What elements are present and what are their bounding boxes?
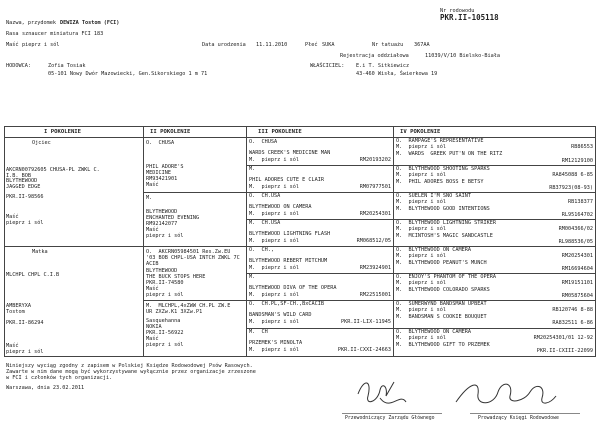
gen4-colour: pieprz i sól: [408, 199, 446, 205]
gen4-sire-reg: RM19151101: [561, 280, 593, 286]
gen4-sire: O. ENJOY'S PHANTOM OF THE OPERA: [396, 274, 496, 280]
footer-note-1: Niniejszy wyciąg zgodny z zapisem w Polskiej Księdze Rodowodowej Psów Rasowych.: [6, 363, 253, 369]
signature-label-registrar: Prowadzący Księgi Rodowodowe: [478, 416, 559, 421]
tattoo-value: 367AA: [414, 42, 430, 48]
gen4-dam: M. WARDS GREEK PUT'N ON THE RITZ: [396, 151, 503, 157]
gen3-reg: PKR.II-LIX-11945: [341, 319, 391, 325]
gen3-colour: pieprz i sól: [261, 347, 299, 353]
gen3-colour: pieprz i sól: [261, 157, 299, 163]
gen4-sire-reg: RB120746 8-88: [552, 307, 593, 313]
gen3-top: M.: [249, 274, 256, 280]
gen2-cell-2-top: M.: [146, 195, 153, 201]
gen4-cell: O. BLYTHEWOOD ON CAMERA M. pieprz i sól RM20254301 M. BLYTHEWOOD PEANUT'S MUNCH RM16694604: [396, 247, 593, 272]
owner-label: WŁAŚCICIEL:: [310, 63, 345, 69]
gen4-dam-reg: RB37923(08-93): [549, 185, 593, 191]
reg-number: PKR.II-105118: [440, 13, 499, 22]
gen2-divider-1: [143, 192, 247, 193]
gen4-dam: M. MCINTOSH'S MAGIC SANDCASTLE: [396, 233, 493, 239]
signature-chairman: [350, 372, 410, 416]
gen4-colour: pieprz i sól: [408, 172, 446, 178]
footer-note-2: Zawarte w nim dane mogą być wykorzystywane wyłącznie przez organizacje zrzeszone: [6, 369, 256, 375]
table-top-border: [4, 126, 596, 127]
gen4-sire: O. SUELEN I'M SNO SAINT: [396, 193, 471, 199]
gen4-sire: O. BLYTHEWOOD LIGHTNING STRIKER: [396, 220, 496, 226]
gen4-cell: O. BLYTHEWOOD SHOOTING SPARKS M. pieprz i sól RA845088 6-85 M. PHIL ADORES BOSS E BETSY RB37923(08-93): [396, 166, 593, 191]
gen3-top: M. CH: [249, 329, 268, 335]
table-right-border: [595, 126, 596, 357]
dob-value: 11.11.2010: [256, 42, 288, 48]
gen3-cell: O. CHUSA WARDS CREEK'S MEDICINE MAN M. pieprz i sól RM20193202: [249, 139, 391, 163]
gen3-name: PHIL ADORES CUTE E CLAIR: [249, 177, 324, 183]
gen3-top: O. CHUSA: [249, 139, 278, 145]
gen4-sire: O. RAMPAGE'S REPRESENTATIVE: [396, 138, 484, 144]
gen4-sire-reg: RM20254301: [561, 253, 593, 259]
gen3-reg: RM20254301: [359, 211, 391, 217]
gen2-cell-1-top: O. CHUSA: [146, 140, 175, 146]
branch-value: 11039/V/10 Bielsko-Biała: [425, 53, 500, 59]
gen3-reg: RM22515001: [359, 292, 391, 298]
branch-label: Rejestracja oddziałowa: [340, 53, 409, 59]
father-label: Ojciec: [32, 140, 51, 146]
gen4-colour: pieprz i sól: [408, 335, 446, 341]
gen3-top: O. CH.USA: [249, 193, 281, 199]
gen4-sire: O. SUMERWYND BANDSMAN UPBEAT: [396, 301, 487, 307]
signature-label-chairman: Przewodniczący Zarządu Głównego: [345, 416, 435, 421]
gen3-cell: M. CH.USA BLYTHEWOOD LIGHTNING FLASH M. pieprz i sól RM068512/05: [249, 220, 391, 244]
footer-note-3: w FCI i członków tych organizacji.: [6, 375, 113, 381]
colour-label: Maść: [6, 42, 19, 48]
gen3-cell: M. BLYTHEWOOD DIVA OF THE OPERA M. pieprz i sól RM22515001: [249, 274, 391, 298]
gen4-dam-reg: RL988536/05: [558, 239, 593, 245]
gen3-colour: pieprz i sól: [261, 238, 299, 244]
signature-registrar: [450, 372, 560, 416]
col-divider-3: [393, 126, 394, 357]
breeder-label: HODOWCA:: [6, 63, 31, 69]
table-left-border: [4, 126, 5, 357]
gen2-cell-4-name: Sasquehanna NOKIA PKR.II-56922 Maść pieprz i sól: [146, 318, 184, 348]
gen3-colour: pieprz i sól: [261, 184, 299, 190]
gen3-reg: RM23924901: [359, 265, 391, 271]
gen4-dam-reg: RM05875604: [561, 293, 593, 299]
gen4-dam-reg: PKR.II-CXIII-22099: [536, 348, 593, 354]
gen4-colour: pieprz i sól: [408, 253, 446, 259]
gen3-reg: RM068512/05: [356, 238, 391, 244]
gen3-colour: pieprz i sól: [261, 211, 299, 217]
gen3-cell: M. CH PRZEMEK'S MINOLTA M. pieprz i sól PKR.II-CXXI-24663: [249, 329, 391, 353]
gen1-divider: [4, 246, 144, 247]
gen3-reg: RM20193202: [359, 157, 391, 163]
gen4-cell: O. RAMPAGE'S REPRESENTATIVE M. pieprz i sól RB86553 M. WARDS GREEK PUT'N ON THE RITZ RM12129100: [396, 138, 593, 164]
gen4-colour: pieprz i sól: [408, 144, 446, 150]
mother-name: AMBERYXA Tostom: [6, 303, 31, 315]
gen3-cell: O. CH.USA BLYTHEWOOD ON CAMERA M. pieprz i sól RM20254301: [249, 193, 391, 217]
gen4-sire-reg: RM20254301/01 12-92: [533, 335, 593, 341]
name-label: Nazwa, przydomek: [6, 20, 56, 26]
footer-place-date: Warszawa, dnia 23.02.2011: [6, 385, 85, 391]
gen3-name: BLYTHEWOOD LIGHTNING FLASH: [249, 231, 331, 237]
gen4-sire-reg: RB86553: [571, 144, 593, 150]
gen-header-4: IV POKOLENIE: [400, 129, 441, 135]
gen4-sire: O. BLYTHEWOOD ON CAMERA: [396, 329, 471, 335]
gen2-divider-3: [143, 300, 247, 301]
signature-line-1: [342, 413, 442, 414]
gen3-cell: O. CH., BLYTHEWOOD REBERT MITCHUM M. pieprz i sól RM23924901: [249, 247, 391, 271]
gen3-reg: RM07977501: [359, 184, 391, 190]
signature-line-2: [470, 413, 580, 414]
gen2-cell-4-top: M. MLCHPL,4xZWW CH.PL ZW.E UR ZXZw.K1 3XZw.P1: [146, 303, 231, 315]
gen3-top: M. CH.USA: [249, 220, 281, 226]
gen3-name: PRZEMEK'S MINOLTA: [249, 340, 303, 346]
gen4-dam: M. BLYTHEWOOD PEANUT'S MUNCH: [396, 260, 487, 266]
gen4-dam-reg: RA832511 6-86: [552, 320, 593, 326]
gen4-dam: M. BLYTHEWOOD GIFT TO PRZEMEK: [396, 342, 490, 348]
gen3-top: M.: [249, 166, 256, 172]
gen2-cell-3-name: BLYTHEWOOD THE BUCK STOPS HERE PKR.II-74580 Maść pieprz i sól: [146, 268, 206, 298]
father-name: BLYTHEWOOD JAGGED EDGE: [6, 178, 41, 190]
gen2-cell-1-name: PHIL ADORE'S MEDICINE RM93421901 Maść: [146, 164, 184, 188]
owner-name: E.i T. Sitkiewicz: [356, 63, 410, 69]
gen4-colour: pieprz i sól: [408, 307, 446, 313]
colour-value: pieprz i sól: [22, 42, 60, 48]
gen3-top: O. CH.PL,SF-CH.,BxCACIB: [249, 301, 324, 307]
gen4-cell: O. ENJOY'S PHANTOM OF THE OPERA M. pieprz i sól RM19151101 M. BLYTHEWOOD COLORADO SPARKS RM05875604: [396, 274, 593, 299]
mother-colour: Maść pieprz i sól: [6, 343, 44, 355]
gen4-cell: O. BLYTHEWOOD LIGHTNING STRIKER M. pieprz i sól RM004366/02 M. MCINTOSH'S MAGIC SANDCASTLE RL988536/05: [396, 220, 593, 245]
gen4-sire: O. BLYTHEWOOD ON CAMERA: [396, 247, 471, 253]
sex-value: SUKA: [322, 42, 335, 48]
gen4-dam-reg: RL95164702: [561, 212, 593, 218]
gen3-name: BANDSMAN'S WILD CARD: [249, 312, 312, 318]
father-reg: PKR.II-98566: [6, 194, 44, 200]
gen4-dam: M. PHIL ADORES BOSS E BETSY: [396, 179, 484, 185]
gen4-dam-reg: RM16694604: [561, 266, 593, 272]
reg-number-label: Nr rodowodu: [440, 8, 475, 14]
mother-titles: MLCHPL CHPL C.I.B: [6, 272, 60, 278]
gen3-top: O. CH.,: [249, 247, 274, 253]
gen4-dam: M. BANDSMAN S COOKIE BOUQUET: [396, 314, 487, 320]
tattoo-label: Nr tatuażu: [372, 42, 404, 48]
gen4-colour: pieprz i sól: [408, 280, 446, 286]
gen4-dam: M. BLYTHEWOOD GOOD INTENTIONS: [396, 206, 490, 212]
gen4-dam: M. BLYTHEWOOD COLORADO SPARKS: [396, 287, 490, 293]
gen4-sire-reg: RM004366/02: [558, 226, 593, 232]
gen4-cell: O. SUMERWYND BANDSMAN UPBEAT M. pieprz i sól RB120746 8-88 M. BANDSMAN S COOKIE BOUQUET RA832511 6-86: [396, 301, 593, 326]
gen2-cell-2-name: BLYTHEWOOD ENCHANTED EVENING RM92142077 Maść pieprz i sól: [146, 209, 200, 239]
dob-label: Data urodzenia: [202, 42, 246, 48]
gen3-name: BLYTHEWOOD DIVA OF THE OPERA: [249, 285, 337, 291]
table-bottom-border: [4, 356, 596, 357]
gen4-colour: pieprz i sól: [408, 226, 446, 232]
gen-header-2: II POKOLENIE: [150, 129, 191, 135]
gen2-divider-2: [143, 246, 247, 247]
breed-label: Rasa: [6, 31, 19, 37]
father-colour: Maść pieprz i sól: [6, 214, 44, 226]
owner-address: 43-460 Wisła, Świerkowa 19: [356, 71, 438, 77]
gen3-name: BLYTHEWOOD REBERT MITCHUM: [249, 258, 328, 264]
gen2-cell-3-top: O. AKCRN05984501 Res.Zw.EU '03 BOB CHPL-USA INTCH ZWKL 7C ACIB: [146, 249, 240, 267]
dog-name: DEWIZA Tostom (FCI): [60, 20, 120, 26]
breed-value: sznaucer miniatura FCI 183: [22, 31, 104, 37]
gen4-sire-reg: RB138377: [568, 199, 593, 205]
gen3-cell: O. CH.PL,SF-CH.,BxCACIB BANDSMAN'S WILD CARD M. pieprz i sól PKR.II-LIX-11945: [249, 301, 391, 325]
gen4-sire-reg: RA845088 6-85: [552, 172, 593, 178]
gen3-colour: pieprz i sól: [261, 265, 299, 271]
gen3-colour: pieprz i sól: [261, 292, 299, 298]
gen3-name: BLYTHEWOOD ON CAMERA: [249, 204, 312, 210]
sex-label: Płeć: [305, 42, 318, 48]
col-divider-2: [246, 126, 247, 357]
gen4-sire: O. BLYTHEWOOD SHOOTING SPARKS: [396, 166, 490, 172]
gen4-cell: O. BLYTHEWOOD ON CAMERA M. pieprz i sól RM20254301/01 12-92 M. BLYTHEWOOD GIFT TO PRZEMEK PKR.II-CXIII-22099: [396, 329, 593, 354]
gen3-cell: M. PHIL ADORES CUTE E CLAIR M. pieprz i sól RM07977501: [249, 166, 391, 190]
gen4-cell: O. SUELEN I'M SNO SAINT M. pieprz i sól RB138377 M. BLYTHEWOOD GOOD INTENTIONS RL95164702: [396, 193, 593, 218]
mother-label: Matka: [32, 249, 48, 255]
gen-header-3: III POKOLENIE: [258, 129, 302, 135]
breeder-address: 05-101 Nowy Dwór Mazowiecki, Gen.Sikorskiego 1 m 71: [48, 71, 208, 77]
gen-header-1: I POKOLENIE: [44, 129, 82, 135]
gen3-reg: PKR.II-CXXI-24663: [337, 347, 391, 353]
gen3-name: WARDS CREEK'S MEDICINE MAN: [249, 150, 331, 156]
father-titles: AKCRN00792605 CHUSA-PL ZWKL C. I.B. BOB: [6, 167, 100, 179]
col-divider-1: [143, 126, 144, 357]
breeder-name: Zofia Tosiak: [48, 63, 86, 69]
gen3-colour: pieprz i sól: [261, 319, 299, 325]
gen4-dam-reg: RM12129100: [561, 158, 593, 164]
mother-reg: PKR.II-86294: [6, 320, 44, 326]
